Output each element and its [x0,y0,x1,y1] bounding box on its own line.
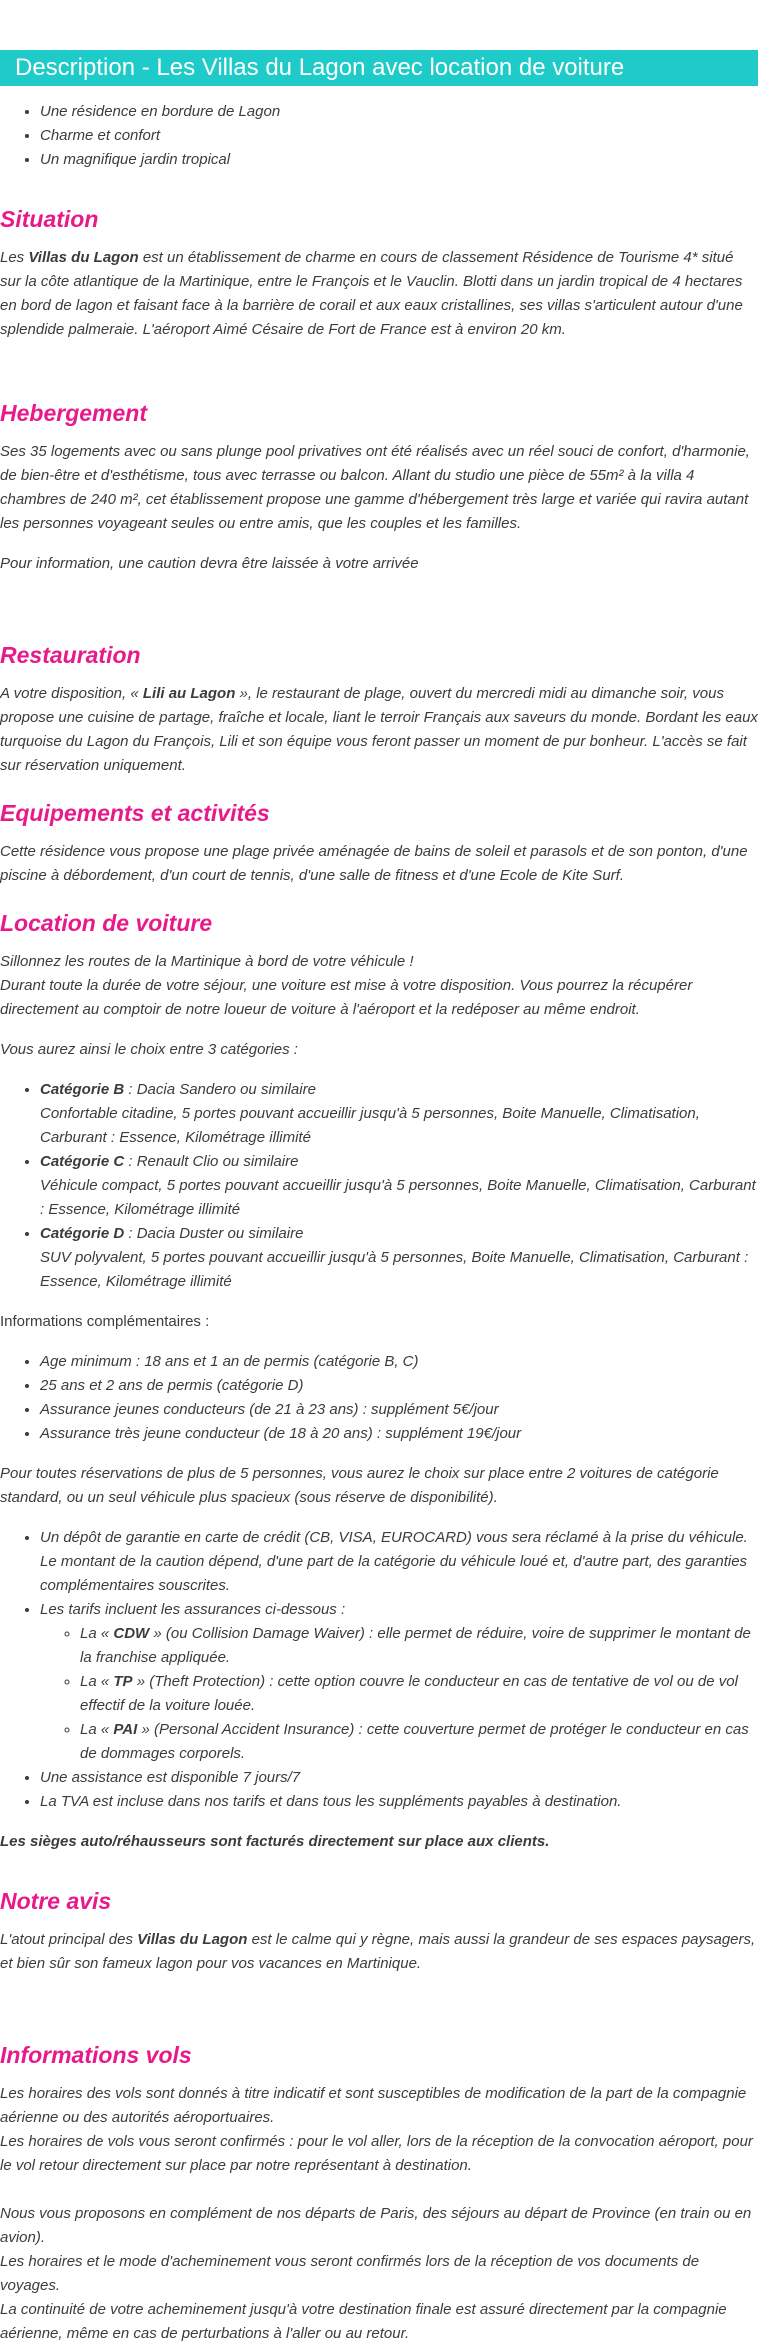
category-name: Catégorie B [40,1081,125,1098]
text-fragment: », le restaurant de plage, ouvert du mercredi midi au dimanche soir, vous propose une cuisine de partage, fraîche et locale, liant le terroir Français aux saveurs du monde. Bordant les eaux turquoise du Lagon du François, Lili et son équipe vous feront passer un moment de pur bonheur. L'accès se fait sur réservation uniquement. [0,685,758,774]
category-name: Catégorie C [40,1153,125,1170]
category-model: : Dacia Duster ou similaire [124,1225,304,1242]
description-banner: Description - Les Villas du Lagon avec location de voiture [0,50,758,86]
avis-text [0,1928,758,1976]
hotel-name: Villas du Lagon [137,1931,248,1948]
avis-section [0,1886,758,1976]
situation-section [0,204,758,342]
text-fragment: est le calme qui y règne, mais aussi la grandeur de ses espaces paysagers, et bien sûr son fameux lagon pour vos vacances en Martinique. [0,1931,756,1972]
text-fragment: A votre disposition, « [0,685,143,702]
list-item: • 25 ans et 2 ans de permis (catégorie D) [40,1374,758,1398]
situation-text [0,246,758,342]
insurance-item [80,1670,758,1718]
list-item: • Assurance jeunes conducteurs (de 21 à 23 ans) : supplément 5€/jour [40,1398,758,1422]
text-fragment: » (Theft Protection) : cette option couvre le conducteur en cas de tentative de vol ou de vol effectif de la voiture louée. [80,1673,738,1714]
location-title: Location de voiture [0,910,213,936]
text-fragment: Les [0,249,29,266]
text-fragment: L'atout principal des [0,1931,138,1948]
vols-text-1 [0,2082,758,2178]
insurance-code: CDW [113,1625,150,1642]
insurances-item [40,1598,758,1766]
assistance-item: • Une assistance est disponible 7 jours/7 [40,1766,758,1790]
text-fragment: » (Personal Accident Insurance) : cette couverture permet de protéger le conducteur en cas de dommages corporels. [80,1721,749,1762]
insurance-list [40,1622,758,1766]
text-fragment: La continuité de votre acheminement jusqu'à votre destination finale est assuré directement par la compagnie aérienne, même en cas de perturbations à l'aller ou au retour. [0,2301,727,2342]
hebergement-title: Hebergement [0,400,147,426]
text-fragment: est un établissement de charme en cours de classement Résidence de Tourisme 4* situé sur la côte atlantique de la Martinique, entre le François et le Vauclin. Blotti dans un jardin tropical de 4 hectares en bord de lagon et faisant face à la barrière de corail et aux eaux cristallines, ses villas s'articulent autour d'une splendide palmeraie. L'aéroport Aimé Césaire de Fort de France est à environ 20 km. [0,249,743,338]
intro-list [0,100,758,172]
vols-section [0,2040,758,2346]
child-seat-note: Les sièges auto/réhausseurs sont facturés directement sur place aux clients. [0,1833,550,1850]
text-fragment: Les horaires et le mode d'acheminement vous seront confirmés lors de la réception de vos documents de voyages. [0,2253,700,2294]
category-choice-text: Vous aurez ainsi le choix entre 3 catégories : [0,1041,298,1058]
restauration-section [0,640,758,778]
text-fragment: Les horaires de vols vous seront confirmés : pour le vol aller, lors de la réception de la convocation aéroport, pour le vol retour directement sur place par notre représentant à destination. [0,2133,753,2174]
category-item [40,1150,758,1222]
location-section [0,908,758,1854]
equipements-text: Cette résidence vous propose une plage privée aménagée de bains de soleil et parasols et de son ponton, d'une piscine à débordement, d'un court de tennis, d'une salle de fitness et d'une Ecole de Kite Surf. [0,843,748,884]
list-item: • Age minimum : 18 ans et 1 an de permis (catégorie B, C) [40,1350,758,1374]
category-desc: Véhicule compact, 5 portes pouvant accueillir jusqu'à 5 personnes, Boite Manuelle, Climatisation, Carburant : Essence, Kilométrage illimité [40,1177,756,1218]
category-item [40,1078,758,1150]
list-item: • Assurance très jeune conducteur (de 18 à 20 ans) : supplément 19€/jour [40,1422,758,1446]
category-list [0,1078,758,1294]
list-item: • Un magnifique jardin tropical [40,148,758,172]
category-desc: SUV polyvalent, 5 portes pouvant accueillir jusqu'à 5 personnes, Boite Manuelle, Climatisation, Carburant : Essence, Kilométrage illimité [40,1249,749,1290]
equipements-title: Equipements et activités [0,800,270,826]
list-item: • Charme et confort [40,124,758,148]
situation-title: Situation [0,206,99,232]
restauration-title: Restauration [0,642,141,668]
vols-title: Informations vols [0,2042,192,2068]
caution-text: Pour information, une caution devra être laissée à votre arrivée [0,555,419,572]
restauration-text [0,682,758,778]
conditions-list [0,1526,758,1814]
category-desc: Confortable citadine, 5 portes pouvant accueillir jusqu'à 5 personnes, Boite Manuelle, Climatisation, Carburant : Essence, Kilométrage illimité [40,1105,700,1146]
insurance-code: PAI [113,1721,138,1738]
info-list [0,1350,758,1446]
text-fragment: Les horaires des vols sont donnés à titre indicatif et sont susceptibles de modification de la part de la compagnie aérienne ou des autorités aéroportuaires. [0,2085,747,2126]
tva-item: • La TVA est incluse dans nos tarifs et dans tous les suppléments payables à destination. [40,1790,758,1814]
vols-text-2 [0,2202,758,2346]
insurance-item [80,1622,758,1670]
category-name: Catégorie D [40,1225,125,1242]
equipements-section [0,798,758,888]
category-item [40,1222,758,1294]
hotel-name: Villas du Lagon [28,249,139,266]
insurances-intro: Les tarifs incluent les assurances ci-dessous : [40,1601,346,1618]
page [0,50,758,2346]
text-fragment: Sillonnez les routes de la Martinique à bord de votre véhicule ! [0,953,414,970]
list-item: • Une résidence en bordure de Lagon [40,100,758,124]
category-model: : Dacia Sandero ou similaire [124,1081,316,1098]
info-title: Informations complémentaires : [0,1313,210,1330]
text-fragment: Nous vous proposons en complément de nos départs de Paris, des séjours au départ de Province (en train ou en avion). [0,2205,752,2246]
hebergement-section [0,398,758,576]
text-fragment: » (ou Collision Damage Waiver) : elle permet de réduire, voire de supprimer le montant de la franchise appliquée. [80,1625,751,1666]
group-booking-text: Pour toutes réservations de plus de 5 personnes, vous aurez le choix sur place entre 2 voitures de catégorie standard, ou un seul véhicule plus spacieux (sous réserve de disponibilité). [0,1465,719,1506]
location-intro [0,950,758,1022]
text-fragment: Durant toute la durée de votre séjour, une voiture est mise à votre disposition. Vous pourrez la récupérer directement au comptoir de notre loueur de voiture à l'aéroport et la redéposer au même endroit. [0,977,693,1018]
insurance-code: TP [113,1673,133,1690]
hebergement-text: Ses 35 logements avec ou sans plunge pool privatives ont été réalisés avec un réel souci de confort, d'harmonie, de bien-être et d'esthétisme, tous avec terrasse ou balcon. Allant du studio une pièce de 55m² à la villa 4 chambres de 240 m², cet établissement propose une gamme d'hébergement très large et variée qui ravira autant les personnes voyageant seules ou entre amis, que les couples et les familles. [0,443,750,532]
avis-title: Notre avis [0,1888,112,1914]
category-model: : Renault Clio ou similaire [124,1153,299,1170]
text-fragment: La « [80,1673,114,1690]
deposit-item: • Un dépôt de garantie en carte de crédit (CB, VISA, EUROCARD) vous sera réclamé à la prise du véhicule. Le montant de la caution dépend, d'une part de la catégorie du véhicule loué et, d'autre part, des garanties complémentaires souscrites. [40,1526,758,1598]
text-fragment: La « [80,1721,114,1738]
restaurant-name: Lili au Lagon [142,685,236,702]
text-fragment: La « [80,1625,114,1642]
insurance-item [80,1718,758,1766]
